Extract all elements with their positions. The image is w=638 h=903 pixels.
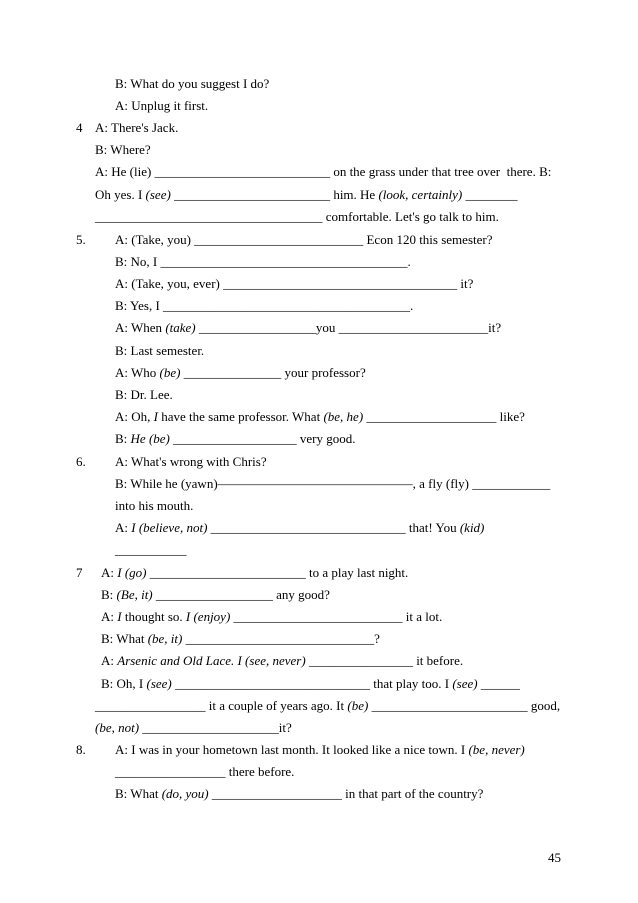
dialogue-text: B: Oh, I (101, 676, 147, 691)
dialogue-text: have the same professor. What (157, 409, 324, 424)
verb-prompt: He (be) (130, 431, 174, 446)
answer-line: ——————————————— (217, 476, 413, 491)
dialogue-text: A: (101, 653, 118, 668)
dialogue-text: very good. (296, 431, 356, 446)
dialogue-text: it? (488, 320, 502, 335)
dialogue-text: it a couple of years ago. It (205, 698, 348, 713)
dialogue-text: in that part of the country? (341, 786, 484, 801)
answer-blank: _______________ (183, 365, 282, 380)
dialogue-text: A: He (lie) (95, 164, 155, 179)
dialogue-text: B: (115, 431, 131, 446)
dialogue-line (115, 454, 267, 469)
dialogue-line (95, 142, 151, 157)
dialogue-line (95, 698, 560, 713)
dialogue-text: A: Unplug it first. (115, 98, 209, 113)
dialogue-line (115, 276, 473, 291)
answer-blank: ___________________________ (154, 164, 331, 179)
dialogue-text: B: Dr. Lee. (115, 387, 173, 402)
answer-blank: __________________ (198, 320, 316, 335)
verb-prompt: (see) (145, 187, 175, 202)
dialogue-text: A: Who (115, 365, 160, 380)
verb-prompt: (be, never) (468, 742, 525, 757)
dialogue-text: A: (101, 565, 118, 580)
dialogue-text: comfortable. Let's go talk to him. (322, 209, 499, 224)
dialogue-text: your professor? (281, 365, 366, 380)
dialogue-line (95, 187, 517, 202)
dialogue-text: there before. (225, 764, 295, 779)
dialogue-line (115, 365, 366, 380)
dialogue-text: A: Oh, (115, 409, 154, 424)
verb-prompt: (look, certainly) (378, 187, 466, 202)
item-number: 7 (76, 565, 83, 580)
dialogue-text: B: What (101, 631, 148, 646)
dialogue-line (115, 387, 173, 402)
dialogue-line (95, 120, 178, 135)
dialogue-text: B: Where? (95, 142, 151, 157)
answer-blank: _____________________ (142, 720, 279, 735)
dialogue-line (95, 720, 292, 735)
dialogue-text: that play too. I (370, 676, 453, 691)
dialogue-line (115, 232, 492, 247)
answer-blank: __________________ (155, 587, 273, 602)
dialogue-text: to a play last night. (305, 565, 409, 580)
verb-prompt: (do, you) (161, 786, 212, 801)
dialogue-text: Econ 120 this semester? (363, 232, 493, 247)
dialogue-line (115, 498, 193, 513)
dialogue-line (101, 609, 442, 624)
dialogue-line (101, 676, 520, 691)
dialogue-text: B: (101, 587, 117, 602)
dialogue-line (115, 343, 204, 358)
dialogue-text: B: What (115, 786, 162, 801)
verb-prompt: (be) (159, 365, 184, 380)
answer-blank: __________________________ (233, 609, 403, 624)
dialogue-text: A: (Take, you, ever) (115, 276, 224, 291)
answer-blank: _________________ (115, 764, 226, 779)
dialogue-text: A: When (115, 320, 166, 335)
dialogue-line (115, 786, 483, 801)
dialogue-text: on the grass under that tree over there. B: (330, 164, 552, 179)
dialogue-line (115, 98, 208, 113)
verb-prompt: I (153, 409, 158, 424)
dialogue-text: it? (278, 720, 292, 735)
item-number: 6. (76, 454, 86, 469)
dialogue-text: , a fly (fly) (412, 476, 473, 491)
dialogue-text: A: What's wrong with Chris? (115, 454, 267, 469)
dialogue-text: B: What do you suggest I do? (115, 76, 270, 91)
verb-prompt: (see) (452, 676, 481, 691)
dialogue-text: B: No, I (115, 254, 161, 269)
dialogue-text: good, (527, 698, 561, 713)
verb-prompt: (kid) (459, 520, 485, 535)
dialogue-text: A: (101, 609, 118, 624)
answer-blank: _____________________________ (185, 631, 375, 646)
answer-blank: ________________________ (174, 187, 331, 202)
answer-blank: ______________________________ (210, 520, 406, 535)
dialogue-line (115, 298, 413, 313)
dialogue-line (115, 520, 484, 535)
dialogue-text: Oh yes. I (95, 187, 146, 202)
verb-prompt: (Be, it) (116, 587, 156, 602)
item-number: 4 (76, 120, 83, 135)
answer-blank: _______________________ (338, 320, 489, 335)
dialogue-line (101, 653, 463, 668)
dialogue-text: B: While he (yawn) (115, 476, 218, 491)
dialogue-text: A: (115, 520, 132, 535)
dialogue-line (115, 409, 525, 424)
dialogue-line (115, 254, 411, 269)
dialogue-text: that! You (405, 520, 460, 535)
verb-prompt: (be, not) (95, 720, 143, 735)
verb-prompt: (be, it) (147, 631, 186, 646)
answer-blank: ________________________ (149, 565, 306, 580)
dialogue-line (115, 764, 294, 779)
answer-blank: ______ (480, 676, 520, 691)
answer-blank: _________________ (95, 698, 206, 713)
answer-blank: ________________ (308, 653, 413, 668)
answer-blank: ______________________________________ (160, 254, 408, 269)
dialogue-text: A: There's Jack. (95, 120, 179, 135)
verb-prompt: (be) (347, 698, 372, 713)
verb-prompt: I (enjoy) (185, 609, 234, 624)
dialogue-line (115, 742, 525, 757)
verb-prompt: I (117, 609, 122, 624)
dialogue-line (115, 76, 269, 91)
dialogue-text: any good? (272, 587, 330, 602)
item-number: 8. (76, 742, 86, 757)
verb-prompt: I (go) (117, 565, 150, 580)
answer-blank: ______________________________ (175, 676, 371, 691)
item-number: 5. (76, 232, 86, 247)
answer-blank: ________________________ (371, 698, 528, 713)
dialogue-line (95, 164, 551, 179)
verb-prompt: I (believe, not) (131, 520, 211, 535)
answer-blank: ____________________________________ (223, 276, 458, 291)
verb-prompt: (take) (165, 320, 199, 335)
answer-blank: ___________________________________ (95, 209, 323, 224)
dialogue-line (101, 565, 408, 580)
dialogue-text: it? (457, 276, 474, 291)
dialogue-text: it a lot. (402, 609, 443, 624)
dialogue-text: thought so. (121, 609, 186, 624)
answer-blank: ____________ (472, 476, 551, 491)
answer-blank: ____________________ (211, 786, 342, 801)
dialogue-line (95, 209, 499, 224)
dialogue-text: into his mouth. (115, 498, 194, 513)
answer-blank: ___________________ (173, 431, 297, 446)
dialogue-line (101, 631, 380, 646)
dialogue-text: like? (496, 409, 525, 424)
answer-blank: ______________________________________ (163, 298, 411, 313)
dialogue-line (115, 476, 550, 491)
dialogue-text: B: Yes, I (115, 298, 164, 313)
dialogue-text: B: Last semester. (115, 343, 205, 358)
answer-blank: ___________ (115, 542, 187, 557)
verb-prompt: (be, he) (323, 409, 367, 424)
dialogue-line (115, 431, 356, 446)
verb-prompt: (see) (146, 676, 176, 691)
dialogue-text: it before. (412, 653, 464, 668)
dialogue-line (115, 320, 501, 335)
dialogue-text: you (315, 320, 339, 335)
verb-prompt: Arsenic and Old Lace. I (see, never) (117, 653, 309, 668)
dialogue-text: A: I was in your hometown last month. It looked like a nice town. I (115, 742, 469, 757)
dialogue-text: . (410, 298, 414, 313)
dialogue-line (101, 587, 330, 602)
dialogue-text: him. He (330, 187, 379, 202)
dialogue-text: . (407, 254, 411, 269)
answer-blank: ____________________ (366, 409, 497, 424)
dialogue-line (115, 542, 187, 557)
answer-blank: __________________________ (194, 232, 364, 247)
page-number: 45 (548, 850, 561, 865)
dialogue-text: ? (374, 631, 380, 646)
answer-blank: ________ (465, 187, 518, 202)
dialogue-text: A: (Take, you) (115, 232, 195, 247)
